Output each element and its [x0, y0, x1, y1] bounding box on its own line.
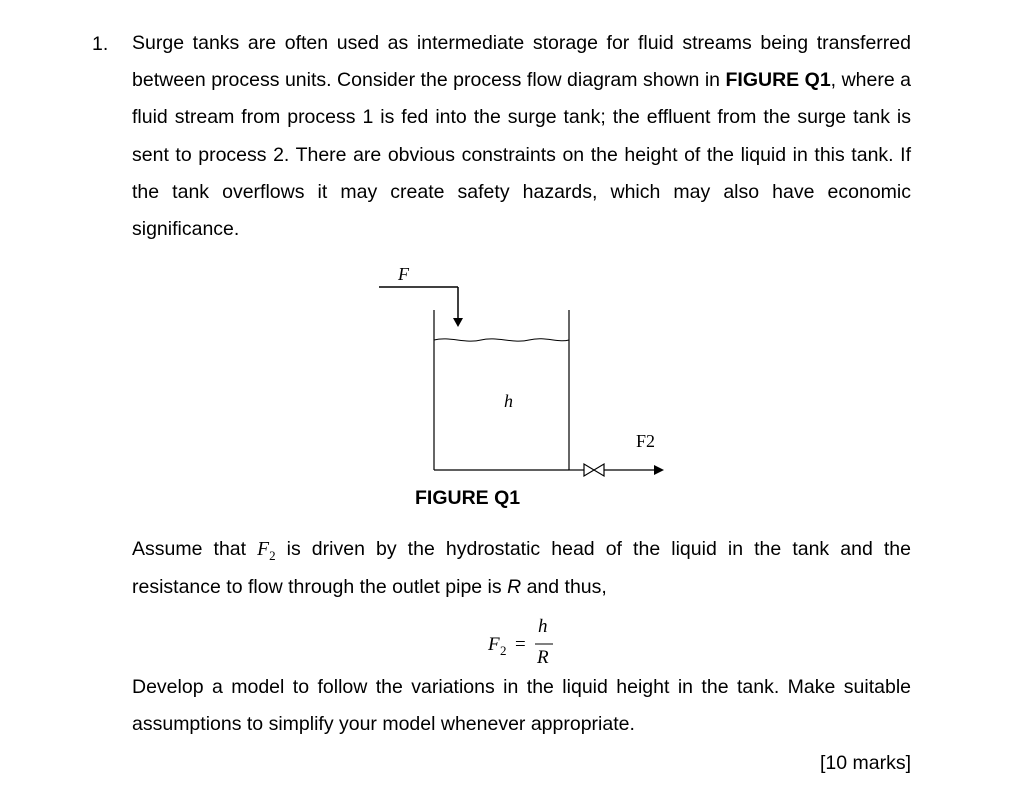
flow-variable	[257, 539, 276, 563]
assumption-paragraph	[132, 531, 911, 606]
inlet-flow-label: F	[398, 264, 409, 284]
outlet-arrow-head	[654, 465, 664, 475]
equation-denominator: R	[537, 647, 549, 668]
marks-allocation: [10 marks]	[819, 752, 911, 774]
equation-equals: =	[515, 634, 526, 655]
valve-icon	[584, 464, 604, 476]
liquid-height-label: h	[504, 391, 513, 411]
figure-caption: FIGURE Q1	[415, 487, 521, 509]
question-number: 1.	[92, 33, 109, 55]
assumption-prefix: Assume that	[132, 538, 258, 560]
assumption-text-part1: is driven by the hydrostatic head of the liquid in the tank and the resistance to flow through the outlet pipe is	[132, 538, 911, 599]
flow-equation	[486, 612, 566, 672]
figure-reference: FIGURE Q1	[725, 69, 831, 92]
flow-variable-base: F	[257, 539, 270, 560]
surge-tank-diagram	[370, 260, 680, 490]
question-intro	[132, 25, 911, 248]
inlet-arrow-head	[453, 318, 463, 327]
intro-text-part2: , where a fluid stream from process 1 is fed into the surge tank; the effluent from the surge tank is sent to process 2. There are obvious constraints on the height of the liquid in this tank. If the tank overflows it may create safety hazards, which may also have economic significance.	[132, 69, 912, 241]
task-paragraph: Develop a model to follow the variations in the liquid height in the tank. Make suitable assumptions to simplify your model whenever appropriate.	[132, 676, 911, 736]
assumption-text-part2: and thus,	[521, 576, 607, 599]
intro-text-part1: Surge tanks are often used as intermediate storage for fluid streams being transferred between process units. Consider the process flow diagram shown in	[132, 32, 911, 92]
resistance-variable: R	[507, 576, 522, 599]
equation-lhs-subscript: 2	[500, 643, 507, 658]
liquid-surface	[434, 339, 569, 341]
flow-variable-subscript: 2	[269, 548, 276, 563]
equation-numerator: h	[538, 616, 548, 637]
equation-lhs-base: F	[488, 634, 500, 655]
outlet-flow-label: F2	[636, 431, 656, 451]
